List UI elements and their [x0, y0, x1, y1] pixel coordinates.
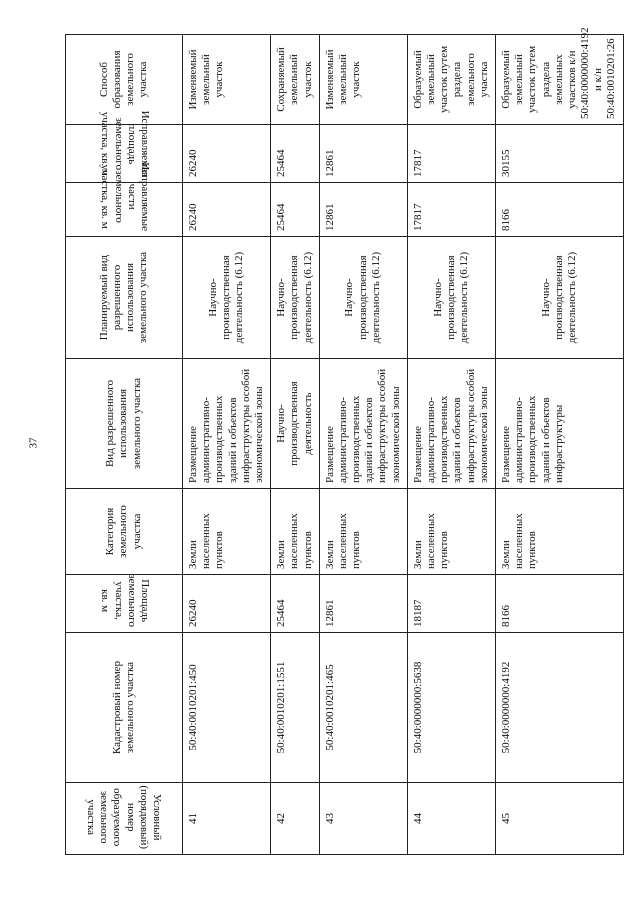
header-cell-category: Категория земельного участка — [66, 489, 183, 575]
cell-cadastral: 50:40:0000000:4192 — [495, 633, 623, 783]
cell-corrected-area: 26240 — [183, 125, 271, 183]
header-cell-cadastral: Кадастровый номер земельного участка — [66, 633, 183, 783]
cell-cadastral: 50:40:0010201:1551 — [271, 633, 320, 783]
cell-formation: Образуемый земельный участок путем раздела земельного участка — [407, 35, 495, 125]
cell-use: Размещение административно-производственных зданий и объектов инфраструктуры особой экономической зоны — [407, 359, 495, 489]
cell-category: Земли населенных пунктов — [271, 489, 320, 575]
cell-use: Размещение административно-производственных зданий и объектов инфраструктуры особой экономической зоны — [319, 359, 407, 489]
table-row — [407, 35, 495, 855]
cell-corrected-area: 30155 — [495, 125, 623, 183]
table-row — [495, 35, 623, 855]
cell-category: Земли населенных пунктов — [183, 489, 271, 575]
cell-corrected-parts: 17817 — [407, 183, 495, 237]
header-row — [66, 35, 183, 855]
cell-planned-use: Научно-производственная деятельность (6.12) — [183, 237, 271, 359]
header-cell-use: Вид разрешенного использования земельного участка — [66, 359, 183, 489]
cell-area: 25464 — [271, 575, 320, 633]
rotated-table-frame — [65, 27, 618, 855]
cell-corrected-parts: 25464 — [271, 183, 320, 237]
cell-formation: Образуемый земельный участок путем раздела земельных участков к/н 50:40:0000000:4192 и к/н 50:40:0010201:26 — [495, 35, 623, 125]
cell-category: Земли населенных пунктов — [319, 489, 407, 575]
cell-corrected-parts: 12861 — [319, 183, 407, 237]
cell-corrected-area: 17817 — [407, 125, 495, 183]
cell-corrected-parts: 26240 — [183, 183, 271, 237]
cell-formation: Изменяемый земельный участок — [183, 35, 271, 125]
cell-use: Размещение административно-производственных зданий и объектов инфраструктуры — [495, 359, 623, 489]
header-cell-planned-use: Планируемый вид разрешенного использования земельного участка — [66, 237, 183, 359]
cell-corrected-parts: 8166 — [495, 183, 623, 237]
page-number: 37 — [27, 437, 40, 449]
cell-use: Научно-производственная деятельность — [271, 359, 320, 489]
cell-planned-use: Научно-производственная деятельность (6.12) — [319, 237, 407, 359]
cell-formation: Изменяемый земельный участок — [319, 35, 407, 125]
cell-corrected-area: 12861 — [319, 125, 407, 183]
cell-number: 42 — [271, 783, 320, 855]
cell-formation: Сохраняемый земельный участок — [271, 35, 320, 125]
cell-planned-use: Научно-производственная деятельность (6.12) — [495, 237, 623, 359]
cell-use: Размещение административно-производственных зданий и объектов инфраструктуры особой экономической зоны — [183, 359, 271, 489]
header-cell-corrected-parts: Исправляемые части земельного участка, кв. м — [66, 183, 183, 237]
cell-cadastral: 50:40:0010201:450 — [183, 633, 271, 783]
cell-planned-use: Научно-производственная деятельность (6.12) — [407, 237, 495, 359]
cell-area: 26240 — [183, 575, 271, 633]
cell-number: 41 — [183, 783, 271, 855]
cell-number: 45 — [495, 783, 623, 855]
cell-corrected-area: 25464 — [271, 125, 320, 183]
cell-category: Земли населенных пунктов — [495, 489, 623, 575]
cell-category: Земли населенных пунктов — [407, 489, 495, 575]
cell-number: 43 — [319, 783, 407, 855]
table-row — [319, 35, 407, 855]
rotated-table-content — [65, 27, 618, 855]
table-row — [271, 35, 320, 855]
table-row — [183, 35, 271, 855]
header-cell-formation: Способ образования земельного участка — [66, 35, 183, 125]
cell-area: 8166 — [495, 575, 623, 633]
land-plots-table — [65, 27, 624, 855]
header-cell-area: Площадь земельного участка, кв. м — [66, 575, 183, 633]
cell-number: 44 — [407, 783, 495, 855]
header-cell-number: Условный (порядковый) номер образуемого земельного участка — [66, 783, 183, 855]
cell-area: 18187 — [407, 575, 495, 633]
cell-cadastral: 50:40:0010201:465 — [319, 633, 407, 783]
cell-area: 12861 — [319, 575, 407, 633]
cell-planned-use: Научно-производственная деятельность (6.12) — [271, 237, 320, 359]
header-cell-corrected-area: Исправляемая площадь земельного участка, кв. м — [66, 125, 183, 183]
cell-cadastral: 50:40:0000000:5638 — [407, 633, 495, 783]
